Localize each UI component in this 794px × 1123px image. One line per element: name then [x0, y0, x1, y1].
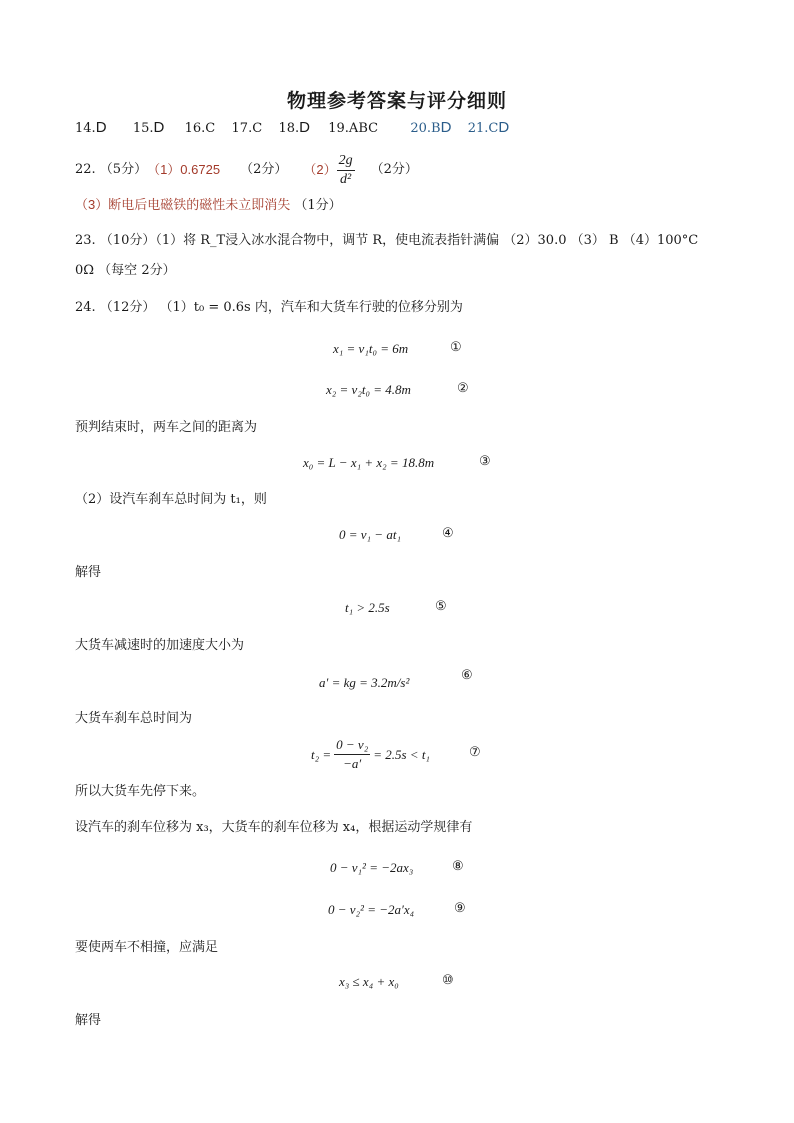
q24-text9: 解得 — [75, 1013, 102, 1028]
mc-answers-row — [75, 119, 509, 138]
q24-text8: 要使两车不相撞，应满足 — [75, 940, 219, 955]
eq4: 0 = v₁ − at₁ — [339, 527, 401, 542]
eq7-left: t₂ = — [311, 746, 332, 762]
q22-part3: （3）断电后电磁铁的磁性未立即消失 — [75, 197, 291, 212]
eq7-fraction — [334, 736, 370, 773]
q24-text3: 解得 — [75, 565, 102, 580]
q23-line1: 23. （10分）（1）将 R_T浸入冰水混合物中，调节 R，使电流表指针满偏 （2）30.0 （3） B （4）100°C — [75, 233, 699, 248]
q24-intro: 24. （12分） （1）t₀ = 0.6s 内，汽车和大货车行驶的位移分别为 — [75, 300, 463, 315]
q24-text2: （2）设汽车刹车总时间为 t₁，则 — [75, 492, 267, 507]
q18-number: 18. — [278, 121, 300, 136]
eq4-number: ④ — [442, 526, 454, 541]
q23-line2: 0Ω （每空 2分） — [75, 263, 176, 278]
q24-text6: 所以大货车先停下来。 — [75, 784, 206, 799]
q24-text5: 大货车刹车总时间为 — [75, 711, 193, 726]
q24-text1: 预判结束时，两车之间的距离为 — [75, 420, 258, 435]
eq7-denominator: −a′ — [343, 756, 362, 771]
eq9: 0 − v₂² = −2a′x₄ — [328, 902, 415, 917]
eq2-number: ② — [457, 381, 469, 396]
q21-answer: D — [498, 119, 510, 136]
eq3: x₀ = L − x₁ + x₂ = 18.8m — [303, 455, 435, 470]
q20-answer: D — [440, 119, 452, 136]
q14-number: 14. — [75, 121, 96, 136]
q22-fraction — [337, 152, 355, 189]
q15-number: 15. — [132, 121, 154, 136]
eq10-number: ⑩ — [442, 973, 454, 988]
eq7-number: ⑦ — [469, 745, 481, 760]
q22-score3: （1分） — [294, 198, 342, 213]
q14-answer: D — [95, 119, 107, 136]
eq7 — [311, 736, 430, 773]
q24-text7: 设汽车的刹车位移为 x₃，大货车的刹车位移为 x₄，根据运动学规律有 — [75, 820, 473, 835]
q22-part1: （1）0.6725 — [147, 162, 221, 177]
q19-answer: 19.ABC — [328, 121, 379, 136]
q15-answer: D — [153, 119, 165, 136]
eq7-right: = 2.5s < t₁ — [373, 746, 430, 762]
q20-number: 20.B — [410, 121, 441, 136]
q22-part3-row — [75, 196, 342, 215]
q22-score1: （2分） — [240, 162, 288, 177]
eq1: x₁ = v₁t₀ = 6m — [333, 341, 409, 356]
eq5: t₁ > 2.5s — [345, 600, 390, 615]
q24-text4: 大货车减速时的加速度大小为 — [75, 638, 245, 653]
eq9-number: ⑨ — [454, 901, 466, 916]
eq7-numerator: 0 − v₂ — [334, 736, 370, 755]
q21-number: 21.C — [467, 121, 499, 136]
eq2: x₂ = v₂t₀ = 4.8m — [326, 382, 411, 397]
q17-answer: 17.C — [231, 121, 263, 136]
eq6: a′ = kg = 3.2m/s² — [319, 675, 410, 690]
q18-answer: D — [299, 119, 310, 136]
eq8-number: ⑧ — [452, 859, 464, 874]
eq1-number: ① — [450, 340, 462, 355]
q22-row — [75, 150, 418, 190]
eq3-number: ③ — [479, 454, 491, 469]
q22-score2: （2分） — [370, 162, 418, 177]
page-title: 物理参考答案与评分细则 — [286, 90, 507, 112]
eq5-number: ⑤ — [435, 599, 447, 614]
eq6-number: ⑥ — [461, 668, 473, 683]
eq8: 0 − v₁² = −2ax₃ — [330, 860, 414, 875]
q22-part2: （2） — [303, 162, 337, 177]
q16-answer: 16.C — [184, 121, 216, 136]
q22-fraction-denominator: d² — [339, 171, 352, 187]
eq10: x₃ ≤ x₄ + x₀ — [339, 974, 399, 989]
q22-fraction-numerator: 2g — [337, 152, 355, 171]
q22-prefix: 22. （5分） — [75, 162, 148, 177]
